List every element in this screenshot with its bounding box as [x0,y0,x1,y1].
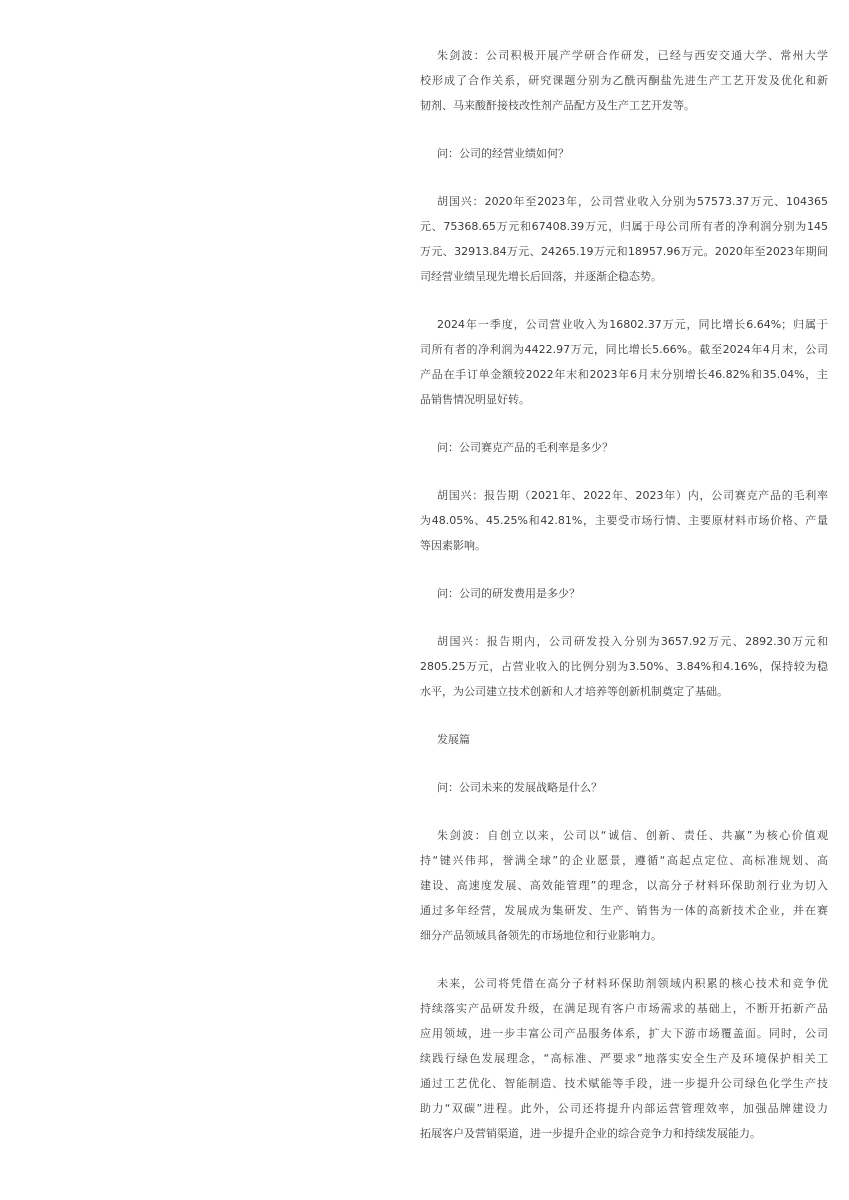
text-line: 水平，为公司建立技术创新和人才培养等创新机制奠定了基础。 [420,685,728,698]
question-block [420,435,828,460]
text-line: 胡国兴：2020年至2023年，公司营业收入分别为57573.37万元、104365 [437,195,828,208]
text-line: 持续落实产品研发升级，在满足现有客户市场需求的基础上，不断开拓新产品 [420,1002,828,1015]
text-line: 韧剂、马来酸酐接枝改性剂产品配方及生产工艺开发等。 [420,99,695,112]
question-block [420,775,828,800]
text-line: 建设、高速度发展、高效能管理”的理念，以高分子材料环保助剂行业为切入 [420,879,828,892]
text-line: 问：公司的研发费用是多少？ [437,587,580,600]
answer-paragraph [420,483,828,558]
text-line: 2805.25万元，占营业收入的比例分别为3.50%、3.84%和4.16%，保持较为稳 [420,660,828,673]
section-heading [420,727,828,752]
text-line: 持“键兴伟邦，誉满全球”的企业愿景，遵循“高起点定位、高标准规划、高 [420,854,828,867]
answer-paragraph [420,823,828,948]
answer-paragraph [420,189,828,289]
text-line: 细分产品领域具备领先的市场地位和行业影响力。 [420,929,662,942]
text-line: 通过多年经营，发展成为集研发、生产、销售为一体的高新技术企业，并在赛 [420,904,828,917]
answer-paragraph [420,629,828,704]
text-line: 问：公司未来的发展战略是什么？ [437,781,602,794]
text-line: 为48.05%、45.25%和42.81%，主要受市场行情、主要原材料市场价格、产量 [420,514,828,527]
text-line: 发展篇 [437,733,470,746]
text-line: 校形成了合作关系，研究课题分别为乙酰丙酮盐先进生产工艺开发及优化和新 [420,74,828,87]
text-line: 品销售情况明显好转。 [420,393,530,406]
text-line: 朱剑波：自创立以来，公司以“诚信、创新、责任、共赢”为核心价值观 [437,829,828,842]
text-line: 问：公司赛克产品的毛利率是多少？ [437,441,613,454]
text-line: 朱剑波：公司积极开展产学研合作研发，已经与西安交通大学、常州大学 [437,49,828,62]
text-line: 2024年一季度，公司营业收入为16802.37万元，同比增长6.64%；归属于 [437,318,828,331]
text-line: 拓展客户及营销渠道，进一步提升企业的综合竞争力和持续发展能力。 [420,1127,761,1140]
answer-paragraph [420,312,828,412]
text-line: 万元、32913.84万元、24265.19万元和18957.96万元。2020年至2023年期间 [420,245,828,258]
text-line: 司所有者的净利润为4422.97万元，同比增长5.66%。截至2024年4月末，公司 [420,343,828,356]
question-block [420,581,828,606]
text-line: 等因素影响。 [420,539,486,552]
document-text-column [420,43,828,1146]
text-line: 元、75368.65万元和67408.39万元，归属于母公司所有者的净利润分别为145 [420,220,828,233]
text-line: 胡国兴：报告期内，公司研发投入分别为3657.92万元、2892.30万元和 [437,635,828,648]
text-line: 问：公司的经营业绩如何？ [437,147,569,160]
text-line: 产品在手订单金额较2022年末和2023年6月末分别增长46.82%和35.04%，主 [420,368,828,381]
text-line: 续践行绿色发展理念，“高标准、严要求”地落实安全生产及环境保护相关工 [420,1052,828,1065]
text-line: 应用领域，进一步丰富公司产品服务体系，扩大下游市场覆盖面。同时，公司 [420,1027,828,1040]
question-block [420,141,828,166]
answer-paragraph [420,971,828,1146]
answer-paragraph [420,43,828,118]
text-line: 通过工艺优化、智能制造、技术赋能等手段，进一步提升公司绿色化学生产技 [420,1077,828,1090]
text-line: 胡国兴：报告期（2021年、2022年、2023年）内，公司赛克产品的毛利率 [437,489,828,502]
text-line: 未来，公司将凭借在高分子材料环保助剂领域内积累的核心技术和竞争优 [437,977,828,990]
text-line: 助力“双碳”进程。此外，公司还将提升内部运营管理效率，加强品牌建设力 [420,1102,828,1115]
text-line: 司经营业绩呈现先增长后回落，并逐渐企稳态势。 [420,270,662,283]
